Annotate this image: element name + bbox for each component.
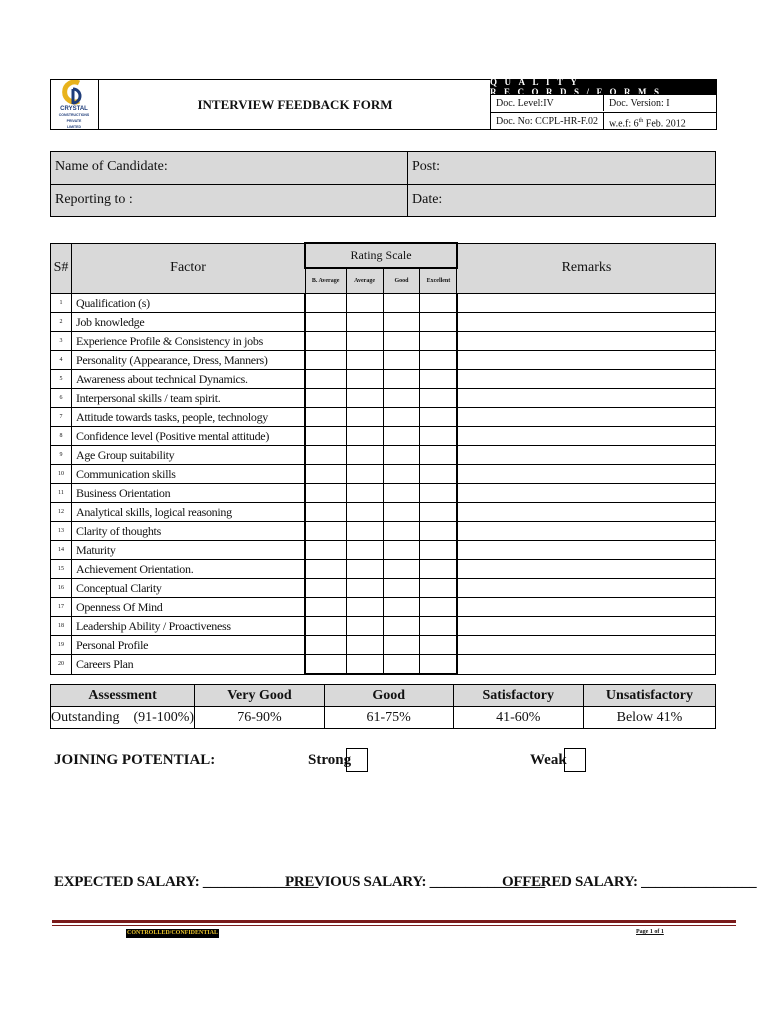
remarks-cell[interactable] [457, 503, 716, 522]
factor-name: Communication skills [71, 465, 305, 484]
rating-cell-excellent[interactable] [420, 636, 457, 655]
rating-cell-average[interactable] [346, 579, 383, 598]
rating-cell-b-average[interactable] [305, 313, 346, 332]
rating-col-average: Average [346, 268, 383, 294]
table-row [51, 484, 716, 503]
factor-name: Maturity [71, 541, 305, 560]
rating-cell-average[interactable] [346, 655, 383, 675]
assessment-table [50, 684, 716, 729]
rating-cell-average[interactable] [346, 560, 383, 579]
row-number: 6 [51, 389, 72, 408]
rating-cell-excellent[interactable] [420, 446, 457, 465]
weak-checkbox[interactable] [564, 748, 586, 772]
remarks-cell[interactable] [457, 465, 716, 484]
table-row [51, 408, 716, 427]
factor-name: Attitude towards tasks, people, technology [71, 408, 305, 427]
remarks-cell[interactable] [457, 522, 716, 541]
rating-cell-b-average[interactable] [305, 655, 346, 675]
rating-cell-excellent[interactable] [420, 351, 457, 370]
row-number: 15 [51, 560, 72, 579]
factor-rating-table [50, 242, 716, 675]
factor-name: Analytical skills, logical reasoning [71, 503, 305, 522]
logo-line-4: LIMITED [67, 124, 81, 129]
factor-name: Conceptual Clarity [71, 579, 305, 598]
row-number: 8 [51, 427, 72, 446]
rating-cell-average[interactable] [346, 617, 383, 636]
rating-cell-average[interactable] [346, 294, 383, 313]
logo-line-2: CONSTRUCTIONS [58, 112, 90, 117]
assessment-header: Assessment [51, 685, 195, 707]
remarks-cell[interactable] [457, 351, 716, 370]
rating-col-excellent: Excellent [420, 268, 457, 294]
strong-label: Strong [308, 752, 352, 768]
factor-name: Personality (Appearance, Dress, Manners) [71, 351, 305, 370]
table-row [51, 313, 716, 332]
rating-col-b-average: B. Average [305, 268, 346, 294]
rating-col-good: Good [383, 268, 420, 294]
row-number: 11 [51, 484, 72, 503]
rating-cell-excellent[interactable] [420, 484, 457, 503]
remarks-cell[interactable] [457, 655, 716, 675]
row-number: 14 [51, 541, 72, 560]
footer-rule-thick [52, 920, 736, 923]
factor-name: Qualification (s) [71, 294, 305, 313]
rating-cell-b-average[interactable] [305, 389, 346, 408]
good-range: 61-75% [324, 707, 453, 729]
row-number: 16 [51, 579, 72, 598]
date-label: Date: [412, 192, 443, 207]
rating-cell-good[interactable] [383, 446, 420, 465]
rating-cell-good[interactable] [383, 465, 420, 484]
rating-cell-good[interactable] [383, 655, 420, 675]
rating-cell-excellent[interactable] [420, 541, 457, 560]
rating-cell-excellent[interactable] [420, 408, 457, 427]
wef-sup: th [638, 118, 644, 124]
table-row [51, 332, 716, 351]
row-number: 2 [51, 313, 72, 332]
row-number: 7 [51, 408, 72, 427]
table-row [51, 598, 716, 617]
rating-cell-good[interactable] [383, 560, 420, 579]
rating-cell-good[interactable] [383, 503, 420, 522]
footer-rule-thin [52, 925, 736, 926]
rating-cell-excellent[interactable] [420, 560, 457, 579]
previous-salary-field[interactable]: PREVIOUS SALARY: ________________ [285, 874, 545, 890]
rating-cell-good[interactable] [383, 636, 420, 655]
rating-cell-good[interactable] [383, 617, 420, 636]
remarks-cell[interactable] [457, 598, 716, 617]
rating-cell-average[interactable] [346, 389, 383, 408]
rating-cell-good[interactable] [383, 522, 420, 541]
table-row [51, 503, 716, 522]
doc-version: Doc. Version: I [603, 94, 716, 111]
factor-name: Careers Plan [71, 655, 305, 675]
rating-cell-excellent[interactable] [420, 522, 457, 541]
rating-cell-b-average[interactable] [305, 465, 346, 484]
factor-name: Personal Profile [71, 636, 305, 655]
factor-name: Clarity of thoughts [71, 522, 305, 541]
rating-cell-excellent[interactable] [420, 617, 457, 636]
col-remarks-header: Remarks [457, 243, 716, 294]
rating-cell-good[interactable] [383, 541, 420, 560]
row-number: 13 [51, 522, 72, 541]
rating-cell-b-average[interactable] [305, 446, 346, 465]
rating-cell-b-average[interactable] [305, 560, 346, 579]
rating-cell-excellent[interactable] [420, 598, 457, 617]
rating-cell-average[interactable] [346, 465, 383, 484]
rating-cell-good[interactable] [383, 484, 420, 503]
rating-cell-average[interactable] [346, 408, 383, 427]
rating-cell-b-average[interactable] [305, 522, 346, 541]
factor-name: Interpersonal skills / team spirit. [71, 389, 305, 408]
table-row [51, 389, 716, 408]
rating-cell-b-average[interactable] [305, 408, 346, 427]
wef-prefix: w.e.f: 6 [609, 118, 639, 130]
rating-cell-b-average[interactable] [305, 294, 346, 313]
rating-cell-excellent[interactable] [420, 294, 457, 313]
remarks-cell[interactable] [457, 617, 716, 636]
offered-salary-field[interactable]: OFFERED SALARY: ________________ [502, 874, 757, 890]
col-sn-header: S# [51, 243, 72, 294]
rating-cell-excellent[interactable] [420, 503, 457, 522]
rating-cell-b-average[interactable] [305, 351, 346, 370]
rating-cell-average[interactable] [346, 446, 383, 465]
rating-cell-average[interactable] [346, 636, 383, 655]
row-number: 10 [51, 465, 72, 484]
rating-cell-excellent[interactable] [420, 370, 457, 389]
table-row [51, 617, 716, 636]
rating-cell-excellent[interactable] [420, 579, 457, 598]
remarks-cell[interactable] [457, 579, 716, 598]
remarks-cell[interactable] [457, 427, 716, 446]
good-header: Good [324, 685, 453, 707]
rating-cell-b-average[interactable] [305, 503, 346, 522]
remarks-cell[interactable] [457, 332, 716, 351]
wef-suffix: Feb. 2012 [643, 118, 686, 130]
confidential-badge: CONTROLLED/CONFIDENTIAL [127, 930, 219, 936]
company-logo [50, 79, 99, 130]
rating-cell-b-average[interactable] [305, 636, 346, 655]
remarks-cell[interactable] [457, 408, 716, 427]
rating-scale-header: Rating Scale [305, 243, 457, 268]
candidate-name-label: Name of Candidate: [55, 159, 168, 174]
reporting-label: Reporting to : [55, 192, 133, 207]
very-good-range: 76-90% [195, 707, 325, 729]
table-row [51, 351, 716, 370]
table-row [51, 655, 716, 675]
table-row [51, 294, 716, 313]
table-row [51, 541, 716, 560]
rating-cell-average[interactable] [346, 503, 383, 522]
table-row [51, 370, 716, 389]
factor-name: Achievement Orientation. [71, 560, 305, 579]
rating-cell-good[interactable] [383, 332, 420, 351]
logo-text [59, 106, 90, 130]
factor-name: Job knowledge [71, 313, 305, 332]
table-row [51, 446, 716, 465]
factor-name: Leadership Ability / Proactiveness [71, 617, 305, 636]
post-field[interactable] [408, 152, 715, 185]
row-number: 3 [51, 332, 72, 351]
rating-cell-good[interactable] [383, 427, 420, 446]
table-row [51, 636, 716, 655]
table-row [51, 465, 716, 484]
remarks-cell[interactable] [457, 446, 716, 465]
post-label: Post: [412, 159, 441, 174]
factor-name: Openness Of Mind [71, 598, 305, 617]
rating-cell-good[interactable] [383, 408, 420, 427]
factor-name: Confidence level (Positive mental attitude) [71, 427, 305, 446]
strong-checkbox[interactable] [346, 748, 368, 772]
rating-cell-good[interactable] [383, 389, 420, 408]
rating-cell-good[interactable] [383, 294, 420, 313]
rating-cell-average[interactable] [346, 313, 383, 332]
remarks-cell[interactable] [457, 484, 716, 503]
remarks-cell[interactable] [457, 313, 716, 332]
rating-cell-good[interactable] [383, 370, 420, 389]
satisfactory-range: 41-60% [453, 707, 583, 729]
row-number: 18 [51, 617, 72, 636]
factor-name: Awareness about technical Dynamics. [71, 370, 305, 389]
effective-date [603, 112, 716, 129]
quality-records-bar: QUALITY RECORDS/FORMS [490, 80, 716, 94]
rating-cell-excellent[interactable] [420, 427, 457, 446]
doc-number: Doc. No: CCPL-HR-F.02 [490, 112, 604, 129]
rating-cell-average[interactable] [346, 332, 383, 351]
remarks-cell[interactable] [457, 294, 716, 313]
logo-mark-icon [61, 80, 87, 106]
date-field[interactable] [408, 185, 715, 218]
rating-cell-average[interactable] [346, 522, 383, 541]
joining-potential-label: JOINING POTENTIAL: [54, 752, 216, 768]
col-factor-header: Factor [71, 243, 305, 294]
satisfactory-header: Satisfactory [453, 685, 583, 707]
rating-cell-b-average[interactable] [305, 484, 346, 503]
rating-cell-average[interactable] [346, 598, 383, 617]
rating-cell-excellent[interactable] [420, 655, 457, 675]
row-number: 1 [51, 294, 72, 313]
table-row [51, 579, 716, 598]
rating-cell-average[interactable] [346, 351, 383, 370]
page-number: Page 1 of 1 [636, 929, 664, 935]
remarks-cell[interactable] [457, 389, 716, 408]
rating-cell-excellent[interactable] [420, 389, 457, 408]
row-number: 12 [51, 503, 72, 522]
rating-cell-good[interactable] [383, 313, 420, 332]
row-number: 9 [51, 446, 72, 465]
factor-name: Business Orientation [71, 484, 305, 503]
remarks-cell[interactable] [457, 370, 716, 389]
candidate-info-box [50, 151, 716, 217]
logo-line-1: CRYSTAL [60, 105, 88, 112]
form-title: INTERVIEW FEEDBACK FORM [197, 96, 393, 112]
row-number: 5 [51, 370, 72, 389]
factor-name: Age Group suitability [71, 446, 305, 465]
rating-cell-excellent[interactable] [420, 313, 457, 332]
row-number: 19 [51, 636, 72, 655]
table-row [51, 522, 716, 541]
rating-cell-good[interactable] [383, 579, 420, 598]
rating-cell-excellent[interactable] [420, 332, 457, 351]
unsatisfactory-range: Below 41% [583, 707, 715, 729]
remarks-cell[interactable] [457, 636, 716, 655]
rating-cell-b-average[interactable] [305, 598, 346, 617]
factor-name: Experience Profile & Consistency in jobs [71, 332, 305, 351]
rating-cell-average[interactable] [346, 370, 383, 389]
rating-cell-b-average[interactable] [305, 579, 346, 598]
logo-line-3: PRIVATE [66, 118, 82, 123]
weak-label: Weak [530, 752, 567, 768]
rating-cell-b-average[interactable] [305, 541, 346, 560]
rating-cell-good[interactable] [383, 351, 420, 370]
table-row [51, 427, 716, 446]
doc-level: Doc. Level:IV [490, 94, 604, 111]
rating-cell-b-average[interactable] [305, 617, 346, 636]
reporting-field[interactable] [51, 185, 407, 218]
rating-cell-average[interactable] [346, 541, 383, 560]
very-good-header: Very Good [195, 685, 325, 707]
row-number: 4 [51, 351, 72, 370]
rating-cell-b-average[interactable] [305, 332, 346, 351]
row-number: 17 [51, 598, 72, 617]
remarks-cell[interactable] [457, 541, 716, 560]
rating-cell-good[interactable] [383, 598, 420, 617]
rating-cell-average[interactable] [346, 427, 383, 446]
expected-salary-field[interactable]: EXPECTED SALARY: ________________ [54, 874, 319, 890]
rating-cell-b-average[interactable] [305, 370, 346, 389]
rating-cell-b-average[interactable] [305, 427, 346, 446]
unsatisfactory-header: Unsatisfactory [583, 685, 715, 707]
row-number: 20 [51, 655, 72, 675]
candidate-name-field[interactable] [51, 152, 407, 185]
table-row [51, 560, 716, 579]
outstanding-range: Outstanding (91-100%) [51, 707, 195, 729]
rating-cell-excellent[interactable] [420, 465, 457, 484]
rating-cell-average[interactable] [346, 484, 383, 503]
remarks-cell[interactable] [457, 560, 716, 579]
